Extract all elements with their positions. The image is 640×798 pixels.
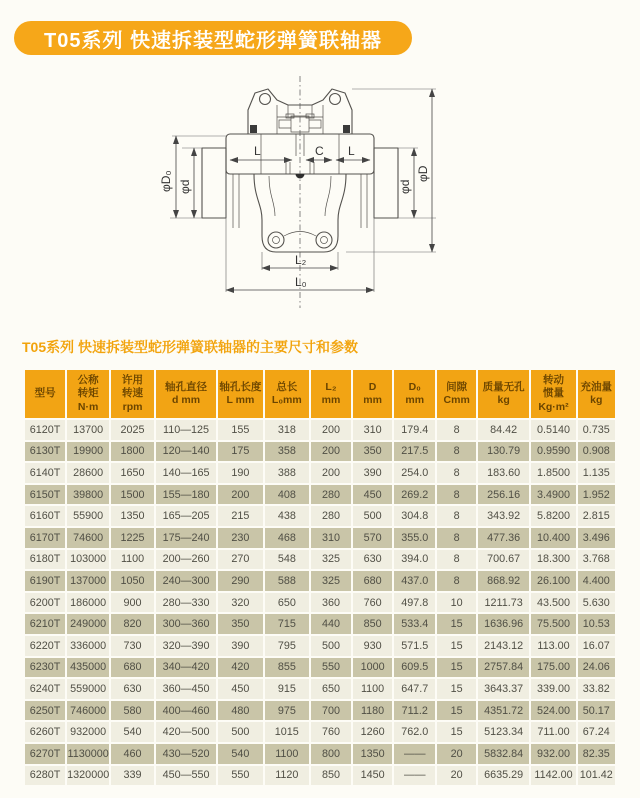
- table-cell: 318: [265, 420, 309, 440]
- table-cell: 420—500: [156, 722, 216, 742]
- table-cell: 1320000: [67, 766, 109, 786]
- table-cell: 8: [437, 420, 475, 440]
- table-cell: 15: [437, 722, 475, 742]
- table-cell: 24.06: [578, 658, 615, 678]
- table-cell: 304.8: [394, 506, 435, 526]
- table-cell: 175: [218, 442, 263, 462]
- table-cell: 435000: [67, 658, 109, 678]
- table-cell: 477.36: [478, 528, 530, 548]
- table-cell: 588: [265, 571, 309, 591]
- table-cell: 868.92: [478, 571, 530, 591]
- dim-label-L2: L₂: [295, 253, 307, 267]
- table-cell: 350: [218, 614, 263, 634]
- table-cell: 215: [218, 506, 263, 526]
- table-cell: 1100: [353, 679, 392, 699]
- table-cell: 200: [218, 485, 263, 505]
- table-cell: 650: [311, 679, 351, 699]
- table-cell: 6240T: [25, 679, 65, 699]
- table-cell: 33.82: [578, 679, 615, 699]
- table-cell: 39800: [67, 485, 109, 505]
- column-header: 转动 惯量 Kg·m²: [531, 370, 575, 418]
- table-cell: 13700: [67, 420, 109, 440]
- column-header: 质量无孔 kg: [478, 370, 530, 418]
- table-cell: 120—140: [156, 442, 216, 462]
- table-cell: 15: [437, 701, 475, 721]
- table-cell: 175.00: [531, 658, 575, 678]
- table-row: [25, 571, 615, 591]
- column-header: 间隙 Cmm: [437, 370, 475, 418]
- table-cell: 6260T: [25, 722, 65, 742]
- table-cell: 10.53: [578, 614, 615, 634]
- table-cell: 1500: [111, 485, 154, 505]
- table-cell: 540: [111, 722, 154, 742]
- table-cell: 524.00: [531, 701, 575, 721]
- dim-label-L-right: L: [348, 144, 355, 158]
- table-cell: 2.815: [578, 506, 615, 526]
- table-cell: 850: [353, 614, 392, 634]
- table-cell: 647.7: [394, 679, 435, 699]
- table-cell: 6635.29: [478, 766, 530, 786]
- table-cell: 43.500: [531, 593, 575, 613]
- table-cell: 55900: [67, 506, 109, 526]
- table-cell: 1100: [265, 744, 309, 764]
- table-row: [25, 485, 615, 505]
- cover-ear-hole-right: [330, 94, 341, 105]
- table-cell: 533.4: [394, 614, 435, 634]
- table-cell: 1450: [353, 766, 392, 786]
- table-cell: 269.2: [394, 485, 435, 505]
- column-header: 型号: [25, 370, 65, 418]
- table-cell: 6150T: [25, 485, 65, 505]
- table-cell: 200: [311, 463, 351, 483]
- dim-label-d-right: φd: [398, 179, 412, 194]
- table-cell: 339: [111, 766, 154, 786]
- table-cell: 15: [437, 658, 475, 678]
- table-row: [25, 722, 615, 742]
- table-cell: 1350: [111, 506, 154, 526]
- table-cell: 183.60: [478, 463, 530, 483]
- table-cell: 1350: [353, 744, 392, 764]
- table-cell: 1.952: [578, 485, 615, 505]
- table-cell: 700.67: [478, 550, 530, 570]
- table-cell: 325: [311, 571, 351, 591]
- table-cell: 450: [353, 485, 392, 505]
- table-row: [25, 420, 615, 440]
- table-cell: 113.00: [531, 636, 575, 656]
- table-cell: 571.5: [394, 636, 435, 656]
- table-cell: 15: [437, 636, 475, 656]
- bottom-plug: [296, 174, 305, 179]
- table-cell: 1180: [353, 701, 392, 721]
- table-cell: 8: [437, 463, 475, 483]
- table-cell: 915: [265, 679, 309, 699]
- table-cell: 3.768: [578, 550, 615, 570]
- table-cell: 630: [111, 679, 154, 699]
- table-cell: 850: [311, 766, 351, 786]
- table-cell: 5.630: [578, 593, 615, 613]
- column-header: 充油量 kg: [578, 370, 615, 418]
- table-cell: 390: [218, 636, 263, 656]
- table-cell: 1.135: [578, 463, 615, 483]
- table-cell: 975: [265, 701, 309, 721]
- table-cell: 800: [311, 744, 351, 764]
- table-cell: 1015: [265, 722, 309, 742]
- table-cell: 6250T: [25, 701, 65, 721]
- table-cell: 559000: [67, 679, 109, 699]
- table-cell: 1142.00: [531, 766, 575, 786]
- table-cell: 2143.12: [478, 636, 530, 656]
- table-cell: 339.00: [531, 679, 575, 699]
- table-row: [25, 442, 615, 462]
- table-cell: 388: [265, 463, 309, 483]
- left-hub: [202, 148, 226, 218]
- table-cell: 336000: [67, 636, 109, 656]
- table-cell: 3.4900: [531, 485, 575, 505]
- table-cell: 497.8: [394, 593, 435, 613]
- table-cell: 175—240: [156, 528, 216, 548]
- table-cell: 680: [353, 571, 392, 591]
- table-cell: 609.5: [394, 658, 435, 678]
- table-cell: 6180T: [25, 550, 65, 570]
- table-cell: 4351.72: [478, 701, 530, 721]
- table-cell: 155: [218, 420, 263, 440]
- table-cell: 256.16: [478, 485, 530, 505]
- table-cell: 930: [353, 636, 392, 656]
- table-cell: 460: [111, 744, 154, 764]
- table-row: [25, 744, 615, 764]
- table-cell: 420: [218, 658, 263, 678]
- table-cell: 140—165: [156, 463, 216, 483]
- table-cell: 249000: [67, 614, 109, 634]
- table-cell: 26.100: [531, 571, 575, 591]
- table-cell: 450—550: [156, 766, 216, 786]
- table-cell: 130.79: [478, 442, 530, 462]
- table-cell: 760: [311, 722, 351, 742]
- table-cell: 360: [311, 593, 351, 613]
- table-cell: 343.92: [478, 506, 530, 526]
- table-cell: 630: [353, 550, 392, 570]
- table-cell: 6140T: [25, 463, 65, 483]
- table-cell: 1225: [111, 528, 154, 548]
- table-cell: 6200T: [25, 593, 65, 613]
- table-header-row: [25, 370, 615, 418]
- table-cell: 1120: [265, 766, 309, 786]
- table-cell: 0.908: [578, 442, 615, 462]
- table-cell: 360—450: [156, 679, 216, 699]
- table-cell: 1260: [353, 722, 392, 742]
- table-cell: 3643.37: [478, 679, 530, 699]
- table-cell: 15: [437, 679, 475, 699]
- table-cell: 795: [265, 636, 309, 656]
- table-cell: 3.496: [578, 528, 615, 548]
- table-cell: 280: [311, 485, 351, 505]
- table-cell: 165—205: [156, 506, 216, 526]
- table-cell: 5.8200: [531, 506, 575, 526]
- cover-clamp-right: [343, 125, 350, 133]
- table-cell: 2757.84: [478, 658, 530, 678]
- table-cell: 480: [218, 701, 263, 721]
- dim-label-D0: φD₀: [159, 170, 173, 192]
- table-cell: 855: [265, 658, 309, 678]
- table-cell: ——: [394, 744, 435, 764]
- table-cell: 6170T: [25, 528, 65, 548]
- table-cell: 430—520: [156, 744, 216, 764]
- table-cell: 75.500: [531, 614, 575, 634]
- column-header: D₀ mm: [394, 370, 435, 418]
- table-cell: 932000: [67, 722, 109, 742]
- table-cell: 650: [265, 593, 309, 613]
- dimension-table: [23, 368, 617, 787]
- table-cell: 6130T: [25, 442, 65, 462]
- table-cell: 437.0: [394, 571, 435, 591]
- table-cell: 186000: [67, 593, 109, 613]
- column-header: L₂ mm: [311, 370, 351, 418]
- table-cell: 280: [311, 506, 351, 526]
- table-row: [25, 679, 615, 699]
- table-cell: 1636.96: [478, 614, 530, 634]
- table-cell: 137000: [67, 571, 109, 591]
- table-cell: 8: [437, 485, 475, 505]
- dim-label-d-left: φd: [178, 179, 192, 194]
- column-header: D mm: [353, 370, 392, 418]
- table-cell: 155—180: [156, 485, 216, 505]
- table-cell: 6230T: [25, 658, 65, 678]
- table-cell: 540: [218, 744, 263, 764]
- table-cell: 84.42: [478, 420, 530, 440]
- table-cell: 20: [437, 744, 475, 764]
- table-cell: 394.0: [394, 550, 435, 570]
- housing-bolt-hole-right: [316, 232, 332, 248]
- table-cell: 550: [218, 766, 263, 786]
- table-cell: 760: [353, 593, 392, 613]
- table-cell: 900: [111, 593, 154, 613]
- table-cell: 19900: [67, 442, 109, 462]
- column-header: 公称 转矩 N·m: [67, 370, 109, 418]
- table-row: [25, 701, 615, 721]
- table-cell: 932.00: [531, 744, 575, 764]
- table-cell: ——: [394, 766, 435, 786]
- table-cell: 110—125: [156, 420, 216, 440]
- table-cell: 711.2: [394, 701, 435, 721]
- technical-drawing: [130, 70, 510, 322]
- table-cell: 550: [311, 658, 351, 678]
- table-cell: 240—300: [156, 571, 216, 591]
- table-row: [25, 766, 615, 786]
- table-cell: 6280T: [25, 766, 65, 786]
- table-cell: 468: [265, 528, 309, 548]
- table-cell: 1211.73: [478, 593, 530, 613]
- table-cell: 548: [265, 550, 309, 570]
- table-cell: 450: [218, 679, 263, 699]
- table-cell: 1.8500: [531, 463, 575, 483]
- table-row: [25, 506, 615, 526]
- table-cell: 1050: [111, 571, 154, 591]
- series-title-banner: T05系列 快速拆装型蛇形弹簧联轴器: [14, 21, 412, 55]
- table-cell: 2025: [111, 420, 154, 440]
- cover-ear-hole-left: [260, 94, 271, 105]
- table-cell: 746000: [67, 701, 109, 721]
- table-cell: 10.400: [531, 528, 575, 548]
- table-cell: 1650: [111, 463, 154, 483]
- table-cell: 16.07: [578, 636, 615, 656]
- table-cell: 8: [437, 528, 475, 548]
- table-cell: 200: [311, 420, 351, 440]
- right-hub: [374, 148, 398, 218]
- table-cell: 358: [265, 442, 309, 462]
- table-cell: 6270T: [25, 744, 65, 764]
- table-cell: 0.9590: [531, 442, 575, 462]
- table-cell: 74600: [67, 528, 109, 548]
- table-cell: 8: [437, 550, 475, 570]
- table-cell: 711.00: [531, 722, 575, 742]
- table-cell: 254.0: [394, 463, 435, 483]
- table-cell: 1130000: [67, 744, 109, 764]
- table-cell: 715: [265, 614, 309, 634]
- table-cell: 6220T: [25, 636, 65, 656]
- housing-bolt-hole-left: [268, 232, 284, 248]
- table-cell: 217.5: [394, 442, 435, 462]
- table-cell: 200: [311, 442, 351, 462]
- dim-label-C: C: [315, 144, 324, 158]
- table-cell: 67.24: [578, 722, 615, 742]
- table-cell: 500: [353, 506, 392, 526]
- table-row: [25, 528, 615, 548]
- table-row: [25, 658, 615, 678]
- table-cell: 500: [311, 636, 351, 656]
- table-cell: 28600: [67, 463, 109, 483]
- table-cell: 762.0: [394, 722, 435, 742]
- table-cell: 103000: [67, 550, 109, 570]
- table-cell: 5832.84: [478, 744, 530, 764]
- table-cell: 390: [353, 463, 392, 483]
- table-cell: 680: [111, 658, 154, 678]
- table-cell: 1000: [353, 658, 392, 678]
- table-cell: 20: [437, 766, 475, 786]
- table-cell: 8: [437, 571, 475, 591]
- table-cell: 408: [265, 485, 309, 505]
- table-cell: 6160T: [25, 506, 65, 526]
- column-header: 总长 L₀mm: [265, 370, 309, 418]
- table-cell: 18.300: [531, 550, 575, 570]
- table-row: [25, 550, 615, 570]
- cover-clamp-left: [250, 125, 257, 133]
- dim-label-L0: L₀: [295, 275, 307, 289]
- table-cell: 290: [218, 571, 263, 591]
- table-cell: 320—390: [156, 636, 216, 656]
- table-cell: 570: [353, 528, 392, 548]
- table-cell: 730: [111, 636, 154, 656]
- table-body: [25, 420, 615, 785]
- table-cell: 8: [437, 506, 475, 526]
- table-cell: 820: [111, 614, 154, 634]
- column-header: 轴孔直径 d mm: [156, 370, 216, 418]
- housing-bolt-right-inner: [321, 237, 328, 244]
- table-cell: 50.17: [578, 701, 615, 721]
- table-cell: 101.42: [578, 766, 615, 786]
- coupling-cross-section: [130, 70, 510, 322]
- table-cell: 270: [218, 550, 263, 570]
- table-cell: 325: [311, 550, 351, 570]
- column-header: 许用 转速 rpm: [111, 370, 154, 418]
- table-cell: 310: [311, 528, 351, 548]
- table-cell: 580: [111, 701, 154, 721]
- table-cell: 190: [218, 463, 263, 483]
- table-cell: 700: [311, 701, 351, 721]
- table-row: [25, 463, 615, 483]
- table-cell: 320: [218, 593, 263, 613]
- table-cell: 280—330: [156, 593, 216, 613]
- table-cell: 340—420: [156, 658, 216, 678]
- dim-label-D: φD: [416, 165, 430, 182]
- table-cell: 0.735: [578, 420, 615, 440]
- table-cell: 230: [218, 528, 263, 548]
- top-cover-outline: [248, 89, 352, 134]
- table-cell: 355.0: [394, 528, 435, 548]
- table-cell: 4.400: [578, 571, 615, 591]
- table-cell: 440: [311, 614, 351, 634]
- table-cell: 1800: [111, 442, 154, 462]
- table-cell: 200—260: [156, 550, 216, 570]
- table-cell: 5123.34: [478, 722, 530, 742]
- table-cell: 179.4: [394, 420, 435, 440]
- table-cell: 438: [265, 506, 309, 526]
- table-cell: 15: [437, 614, 475, 634]
- table-cell: 350: [353, 442, 392, 462]
- table-cell: 300—360: [156, 614, 216, 634]
- table-cell: 400—460: [156, 701, 216, 721]
- table-cell: 500: [218, 722, 263, 742]
- table-row: [25, 593, 615, 613]
- table-cell: 1100: [111, 550, 154, 570]
- table-cell: 10: [437, 593, 475, 613]
- table-cell: 6190T: [25, 571, 65, 591]
- table-row: [25, 636, 615, 656]
- dim-label-L-left: L: [254, 144, 261, 158]
- table-cell: 8: [437, 442, 475, 462]
- housing-bolt-left-inner: [273, 237, 280, 244]
- table-cell: 6120T: [25, 420, 65, 440]
- table-row: [25, 614, 615, 634]
- table-cell: 82.35: [578, 744, 615, 764]
- column-header: 轴孔长度 L mm: [218, 370, 263, 418]
- table-cell: 310: [353, 420, 392, 440]
- table-cell: 0.5140: [531, 420, 575, 440]
- table-cell: 6210T: [25, 614, 65, 634]
- table-subtitle: T05系列 快速拆装型蛇形弹簧联轴器的主要尺寸和参数: [22, 339, 359, 355]
